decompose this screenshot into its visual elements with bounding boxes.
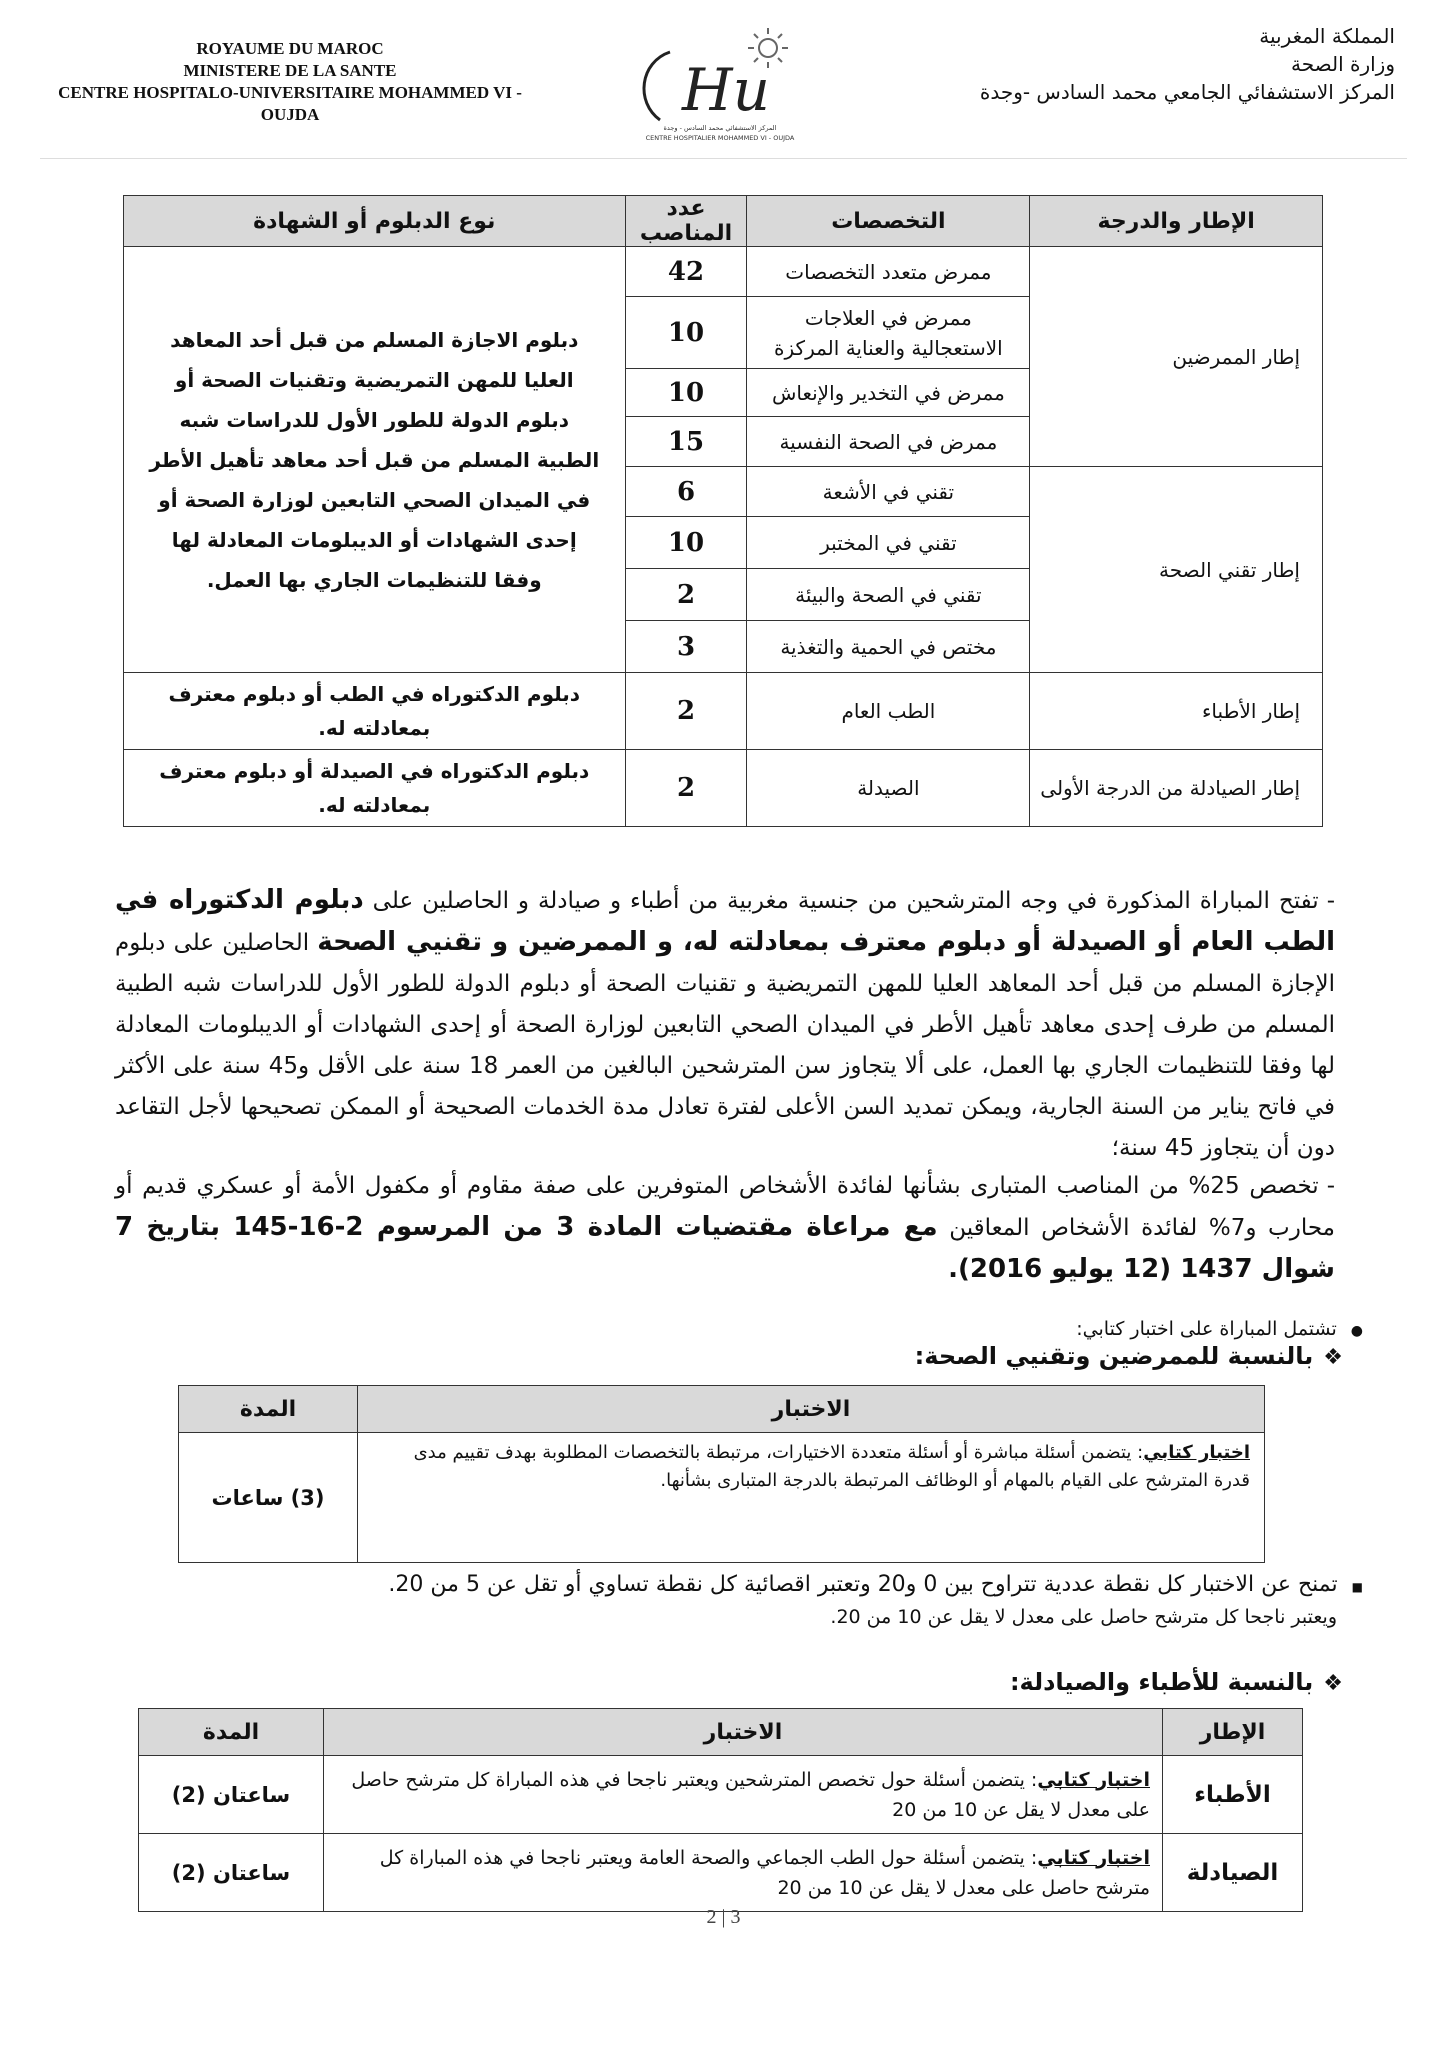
count-cell: 10	[625, 517, 747, 569]
square-bullet-icon: ■	[1351, 1580, 1363, 1594]
exam-text: : يتضمن أسئلة حول الطب الجماعي والصحة العامة ويعتبر ناجحا في هذه المباراة كل مترشح حاصل على معدل لا يقل عن 10 من 20	[379, 1846, 1150, 1899]
cadre-pharmacists: إطار الصيادلة من الدرجة الأولى	[1030, 750, 1323, 827]
quota-paragraph: -تخصص 25% من المناصب المتبارى بشأنها لفائدة الأشخاص المتوفرين على صفة مقاوم أو مكفول الأمة أو عسكري قديم أو محارب و7% لفائدة الأشخاص المعاقين مع مراعاة مقتضيات المادة 3 من المرسوم 2-16-145 بتاريخ 7 شوال 1437 (12 يوليو 2016).	[115, 1173, 1335, 1284]
table-row	[124, 750, 1323, 827]
col-duration: المدة	[139, 1709, 324, 1756]
cadre-health-tech: إطار تقني الصحة	[1030, 467, 1323, 673]
duration-cell: ساعتان (2)	[139, 1756, 324, 1834]
count-cell: 3	[625, 621, 747, 673]
section-doctors-heading: ❖بالنسبة للأطباء والصيادلة:	[1009, 1668, 1343, 1696]
header-fr-line-4: OUJDA	[260, 105, 320, 124]
cadre-cell: الأطباء	[1163, 1756, 1303, 1834]
scoring-note	[115, 1570, 1363, 1632]
diamond-bullet-icon: ❖	[1323, 1671, 1343, 1696]
logo-text: Hu	[682, 56, 770, 124]
count-cell: 2	[625, 673, 747, 750]
col-cadre: الإطار والدرجة	[1030, 196, 1323, 247]
diploma-doctors: دبلوم الدكتوراه في الطب أو دبلوم معترف بمعادلته له.	[124, 673, 626, 750]
eligibility-text-1: تفتح المباراة المذكورة في وجه المترشحين من جنسية مغربية من أطباء و صيادلة و الحاصلين على	[372, 888, 1319, 914]
specialty-cell: ممرض في التخدير والإنعاش	[747, 369, 1030, 417]
specialty-cell: ممرض في العلاجات الاستعجالية والعناية المركزة	[747, 297, 1030, 369]
diamond-bullet-icon: ❖	[1323, 1345, 1343, 1370]
specialty-cell: الصيدلة	[747, 750, 1030, 827]
col-exam: الاختبار	[358, 1386, 1265, 1433]
col-exam: الاختبار	[324, 1709, 1163, 1756]
col-specialty: التخصصات	[747, 196, 1030, 247]
col-count: عدد المناصب	[625, 196, 747, 247]
exam-text: : يتضمن أسئلة حول تخصص المترشحين ويعتبر ناجحا في هذه المباراة كل مترشح حاصل على معدل لا يقل عن 10 من 20	[351, 1768, 1150, 1821]
specialty-cell: ممرض متعدد التخصصات	[747, 247, 1030, 297]
posts-table	[123, 195, 1323, 827]
logo-sub-fr: CENTRE HOSPITALIER MOHAMMED VI - OUJDA	[645, 134, 795, 142]
quota-text: تخصص 25% من المناصب المتبارى بشأنها لفائدة الأشخاص المتوفرين على صفة مقاوم أو مكفول الأمة أو عسكري قديم أو محارب و7% لفائدة الأشخاص المعاقين	[115, 1173, 1335, 1241]
exam-duration: (3) ساعات	[179, 1433, 358, 1563]
table-row	[139, 1756, 1303, 1834]
exam-label: اختبار كتابي	[1143, 1442, 1250, 1463]
exam-table-nurses	[178, 1385, 1265, 1563]
count-cell: 2	[625, 569, 747, 621]
exam-table-doctors-header	[139, 1709, 1303, 1756]
count-cell: 15	[625, 417, 747, 467]
count-cell: 42	[625, 247, 747, 297]
col-diploma: نوع الدبلوم أو الشهادة	[124, 196, 626, 247]
header-ar-line-2: وزارة الصحة	[1291, 52, 1395, 76]
exam-description	[324, 1834, 1163, 1912]
exam-label: اختبار كتابي	[1037, 1768, 1150, 1791]
header-divider	[40, 158, 1407, 159]
exam-description	[324, 1756, 1163, 1834]
header-ar-line-1: المملكة المغربية	[1259, 24, 1395, 48]
header-ar-line-3: المركز الاستشفائي الجامعي محمد السادس -وجدة	[979, 80, 1395, 104]
bullet-icon: ●	[1350, 1323, 1363, 1339]
diploma-nurses-tech: دبلوم الاجازة المسلم من قبل أحد المعاهد العليا للمهن التمريضية وتقنيات الصحة أو دبلوم الدولة للطور الأول للدراسات شبه الطبية المسلم من قبل أحد معاهد تأهيل الأطر في الميدان الصحي التابعين لوزارة الصحة أو إحدى الشهادات أو الديبلومات المعادلة لها وفقا للتنظيمات الجاري بها العمل.	[124, 247, 626, 673]
specialty-cell: تقني في المختبر	[747, 517, 1030, 569]
table-row	[124, 673, 1323, 750]
chu-logo	[620, 22, 820, 150]
duration-cell: ساعتان (2)	[139, 1834, 324, 1912]
section-nurses-heading: ❖بالنسبة للممرضين وتقنيي الصحة:	[914, 1342, 1343, 1370]
count-cell: 10	[625, 297, 747, 369]
cadre-cell: الصيادلة	[1163, 1834, 1303, 1912]
header-arabic	[975, 22, 1395, 106]
letterhead	[0, 0, 1447, 150]
table-row	[139, 1834, 1303, 1912]
scoring-line-1: تمنح عن الاختبار كل نقطة عددية تتراوح بين 0 و20 وتعتبر اقصائية كل نقطة تساوي أو تقل عن 5 من 20.	[388, 1572, 1338, 1597]
eligibility-text-2: الحاصلين على دبلوم الإجازة المسلم من قبل أحد المعاهد العليا للمهن التمريضية و تقنيات الصحة أو دبلوم الدولة للطور الأول للدراسات شبه الطبية المسلم من طرف إحدى معاهد تأهيل الأطر في الميدان الصحي التابعين لوزارة الصحة أو إحدى الشهادات أو الديبلومات المعادلة لها وفقا للتنظيمات الجاري بها العمل، على ألا يتجاوز سن المترشحين البالغين من العمر 18 سنة على الأقل و45 سنة على الأكثر في فاتح يناير من السنة الجارية، ويمكن تمديد السن الأعلى لفترة تعادل مدة الخدمات الصحيحة أو الممكن تصحيحها لأجل التقاعد دون أن يتجاوز 45 سنة؛	[115, 930, 1336, 1161]
specialty-cell: مختص في الحمية والتغذية	[747, 621, 1030, 673]
cadre-doctors: إطار الأطباء	[1030, 673, 1323, 750]
table-row	[179, 1433, 1265, 1563]
specialty-cell: الطب العام	[747, 673, 1030, 750]
cadre-nurses: إطار الممرضين	[1030, 247, 1323, 467]
exam-text: : يتضمن أسئلة مباشرة أو أسئلة متعددة الاختيارات، مرتبطة بالتخصصات المطلوبة بهدف تقييم مدى قدرة المترشح على القيام بالمهام أو الوظائف المرتبطة بالدرجة المتبارى بشأنها.	[413, 1442, 1250, 1491]
col-duration: المدة	[179, 1386, 358, 1433]
quota-bold: مع مراعاة مقتضيات المادة 3 من المرسوم 2-16-145 بتاريخ 7 شوال 1437 (12 يوليو 2016).	[115, 1212, 1335, 1284]
header-fr-line-2: MINISTERE DE LA SANTE	[183, 61, 397, 80]
count-cell: 6	[625, 467, 747, 517]
count-cell: 2	[625, 750, 747, 827]
scoring-line-2: ويعتبر ناجحا كل مترشح حاصل على معدل لا يقل عن 10 من 20.	[830, 1606, 1337, 1628]
specialty-cell: ممرض في الصحة النفسية	[747, 417, 1030, 467]
diploma-pharmacists: دبلوم الدكتوراه في الصيدلة أو دبلوم معترف بمعادلته له.	[124, 750, 626, 827]
page-number: 2 | 3	[706, 1906, 741, 1928]
header-fr-line-1: ROYAUME DU MAROC	[196, 39, 384, 58]
eligibility-bold: دبلوم الدكتوراه في الطب العام أو الصيدلة أو دبلوم معترف بمعادلته له، و الممرضين و تقنيي الصحة	[115, 885, 1335, 957]
specialty-cell: تقني في الأشعة	[747, 467, 1030, 517]
exam-label: اختبار كتابي	[1037, 1846, 1150, 1869]
header-fr-line-3: CENTRE HOSPITALO-UNIVERSITAIRE MOHAMMED VI -	[58, 83, 522, 102]
table-row	[124, 247, 1323, 297]
exam-description	[358, 1433, 1265, 1563]
eligibility-paragraph: -تفتح المباراة المذكورة في وجه المترشحين من جنسية مغربية من أطباء و صيادلة و الحاصلين على دبلوم الدكتوراه في الطب العام أو الصيدلة أو دبلوم معترف بمعادلته له، و الممرضين و تقنيي الصحة الحاصلين على دبلوم الإجازة المسلم من قبل أحد المعاهد العليا للمهن التمريضية و تقنيات الصحة أو دبلوم الدولة للطور الأول للدراسات شبه الطبية المسلم من طرف إحدى معاهد تأهيل الأطر في الميدان الصحي التابعين لوزارة الصحة أو إحدى الشهادات أو الديبلومات المعادلة لها وفقا للتنظيمات الجاري بها العمل، على ألا يتجاوز سن المترشحين البالغين من العمر 18 سنة على الأقل و45 سنة على الأكثر في فاتح يناير من السنة الجارية، ويمكن تمديد السن الأعلى لفترة تعادل مدة الخدمات الصحيحة أو الممكن تصحيحها لأجل التقاعد دون أن يتجاوز 45 سنة؛	[115, 885, 1336, 1161]
col-cadre: الإطار	[1163, 1709, 1303, 1756]
count-cell: 10	[625, 369, 747, 417]
header-french	[40, 38, 540, 126]
posts-table-header	[124, 196, 1323, 247]
specialty-cell: تقني في الصحة والبيئة	[747, 569, 1030, 621]
logo-sub-ar: المركز الاستشفائي محمد السادس - وجدة	[663, 124, 777, 132]
exam-intro: ●تشتمل المباراة على اختبار كتابي:	[1076, 1318, 1363, 1340]
exam-table-nurses-header	[179, 1386, 1265, 1433]
exam-table-doctors	[138, 1708, 1303, 1912]
